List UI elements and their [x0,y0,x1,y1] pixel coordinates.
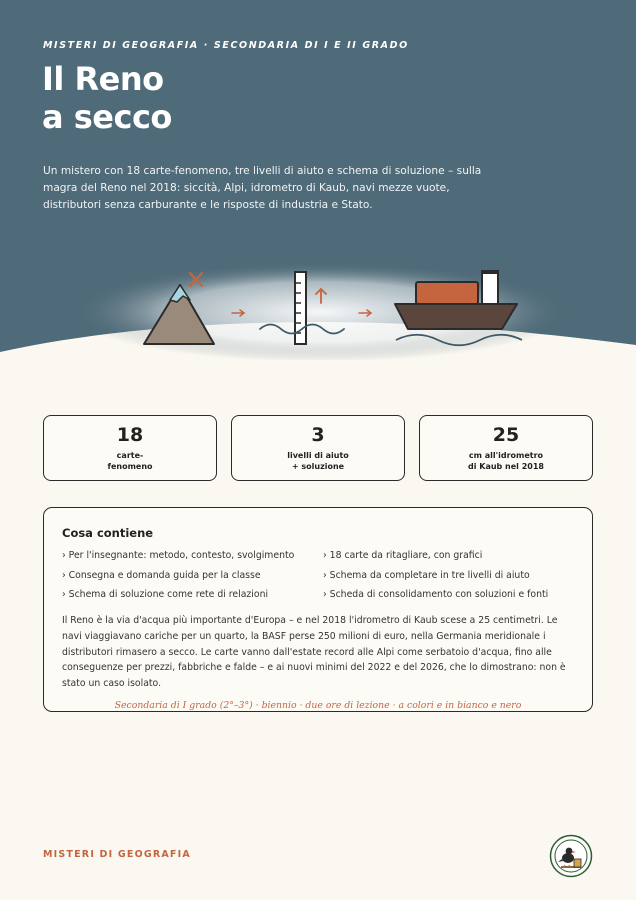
contents-box [43,507,593,712]
list-item: › Scheda di consolidamento con soluzioni e fonti [323,589,549,600]
bird-badge-icon [549,834,593,878]
audience-tagline: Secondaria di I grado (2°–3°) · biennio · due ore di lezione · a colori e in bianco e nero [114,699,522,711]
stats-row [43,415,593,481]
stat-card-cards [43,415,217,481]
stat-number: 3 [311,424,325,446]
list-item: › 18 carte da ritagliare, con grafici [323,550,483,561]
stat-label-line: carte- [116,451,144,460]
hero-banner [0,0,636,360]
contents-list-right [323,546,583,605]
list-item: › Consegna e domanda guida per la classe [62,569,261,581]
stat-label-line: cm all'idrometro [468,451,544,460]
contents-list [62,546,574,606]
list-item: › Schema di soluzione come rete di relazioni [62,589,269,600]
description-paragraph: Il Reno è la via d'acqua più importante d'Europa – e nel 2018 l'idrometro di Kaub scese a 25 centimetri. Le navi viaggiavano cariche per un quarto, la BASF perse 250 milioni di euro, nella Germania meridionale i distributori rimasero a secco. Le carte vanno dall'estate record alle Alpi come serbatoio d'acqua, fino alle conseguenze per prezzi, fabbriche e falde – e ai nuovi minimi del 2022 e del 2026, che lo dimostrano: non è stato un caso isolato. [62,615,566,690]
stat-card-gauge [419,415,593,481]
list-item: › Schema da completare in tre livelli di aiuto [323,569,530,581]
stat-number: 18 [116,424,144,446]
intro-text: Un mistero con 18 carte-fenomeno, tre livelli di aiuto e schema di soluzione – sulla magra del Reno nel 2018: siccità, Alpi, idrometro di Kaub, navi mezze vuote, distributori senza carburante e le risposte di industria e Stato. [43,165,482,211]
stat-label [44,451,216,472]
title-line-2: a secco [42,98,172,136]
stat-card-levels [231,415,405,481]
title-line-1: Il Reno [42,60,164,98]
stat-label-line: di Kaub nel 2018 [468,461,544,471]
stat-label-line: livelli di aiuto [287,451,349,460]
stat-label [420,451,592,472]
stat-label-line: fenomeno [107,461,153,471]
stat-number: 25 [492,424,520,446]
page-title [42,60,342,136]
footer-brand: MISTERI DI GEOGRAFIA [43,849,191,860]
stat-label [232,451,404,472]
series-eyebrow: MISTERI DI GEOGRAFIA · SECONDARIA DI I E II GRADO [43,40,409,51]
contents-list-left [62,546,322,605]
list-item: › Per l'insegnante: metodo, contesto, svolgimento [62,550,295,561]
stat-label-line: + soluzione [291,461,345,471]
contents-heading: Cosa contiene [62,526,154,540]
